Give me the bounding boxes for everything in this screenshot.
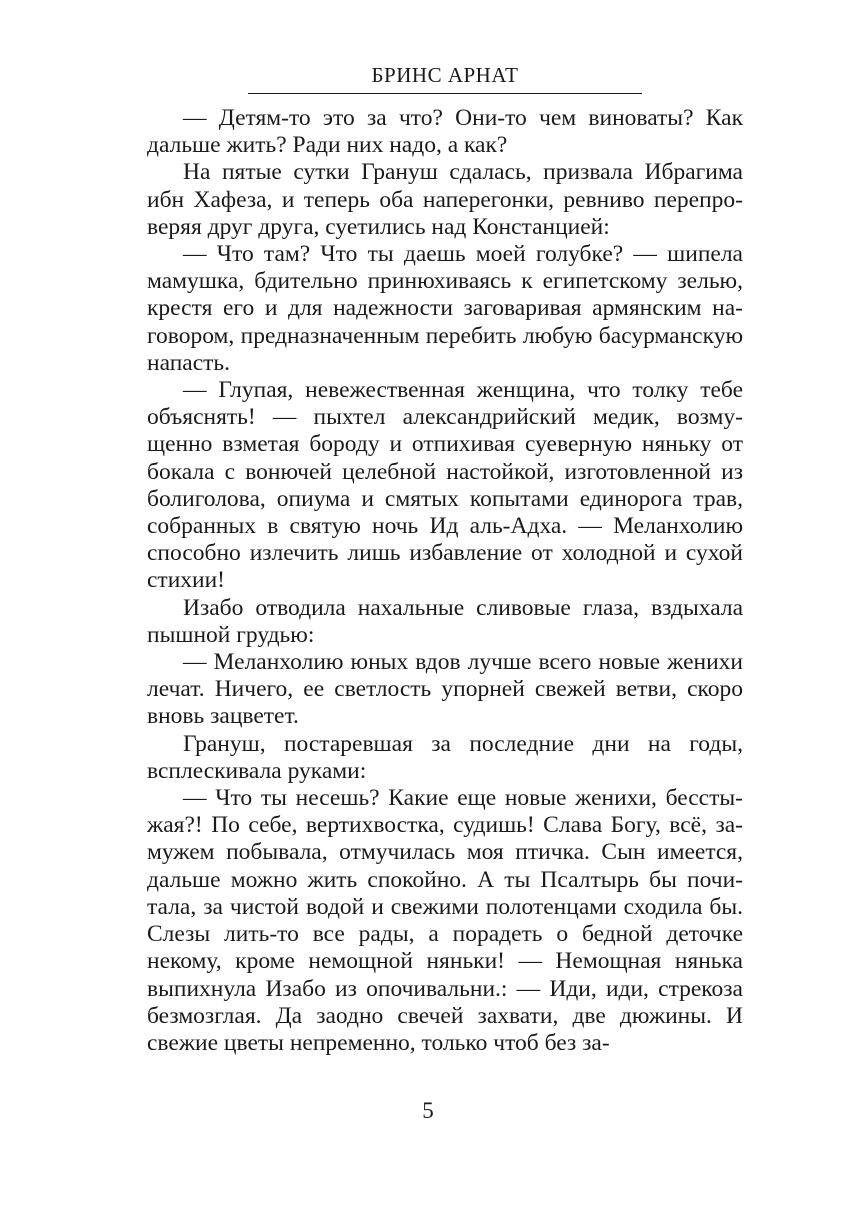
- paragraph: — Глупая, невежественная женщина, что толку тебе объяснять! — пыхтел александрийский медик, возмущенно взметая бороду и отпихивая суеверную няньку от бокала с вонючей целебной настойкой, изготовленной из болиголова, опиума и смятых копытами единорога трав, собранных в святую ночь Ид аль-Адха. — Меланхолию способно излечить лишь избавление от холодной и сухой стихии!: [147, 377, 743, 594]
- paragraph: — Что там? Что ты даешь моей голубке? — шипела мамушка, бдительно принюхиваясь к египетскому зелью, крестя его и для надежности заговаривая армянским наговором, предназначенным перебить любую басурманскую напасть.: [147, 241, 743, 376]
- paragraph: — Детям-то это за что? Они-то чем виноваты? Как дальше жить? Ради них надо, а как?: [147, 105, 743, 159]
- paragraph: — Меланхолию юных вдов лучше всего новые женихи лечат. Ничего, ее светлость упорней свежей ветви, скоро вновь зацветет.: [147, 649, 743, 730]
- paragraph: На пятые сутки Грануш сдалась, призвала Ибрагима ибн Хафеза, и теперь оба наперегонки, ревниво перепроверяя друг друга, суетились над Констанцией:: [147, 159, 743, 240]
- running-title: БРИНС АРНАТ: [371, 63, 519, 87]
- paragraph: Изабо отводила нахальные сливовые глаза, вздыхала пышной грудью:: [147, 594, 743, 648]
- paragraph: — Что ты несешь? Какие еще новые женихи, бесстыжая?! По себе, вертихвостка, судишь! Слава Богу, всё, замужем побывала, отмучилась моя птичка. Сын имеется, дальше можно жить спокойно. А ты Псалтырь бы почитала, за чистой водой и свежими полотенцами сходила бы. Слезы лить-то все рады, а порадеть о бедной деточке некому, кроме немощной няньки! — Немощная нянька выпихнула Изабо из опочивальни.: — Иди, иди, стрекоза безмозглая. Да заодно свечей захвати, две дюжины. И свежие цветы непременно, только чтоб без за-: [147, 785, 743, 1056]
- page-number: 5: [422, 1098, 434, 1123]
- header-rule: [248, 93, 642, 94]
- paragraph: Грануш, постаревшая за последние дни на годы, всплескивала руками:: [147, 730, 743, 784]
- body-text: [147, 105, 743, 1057]
